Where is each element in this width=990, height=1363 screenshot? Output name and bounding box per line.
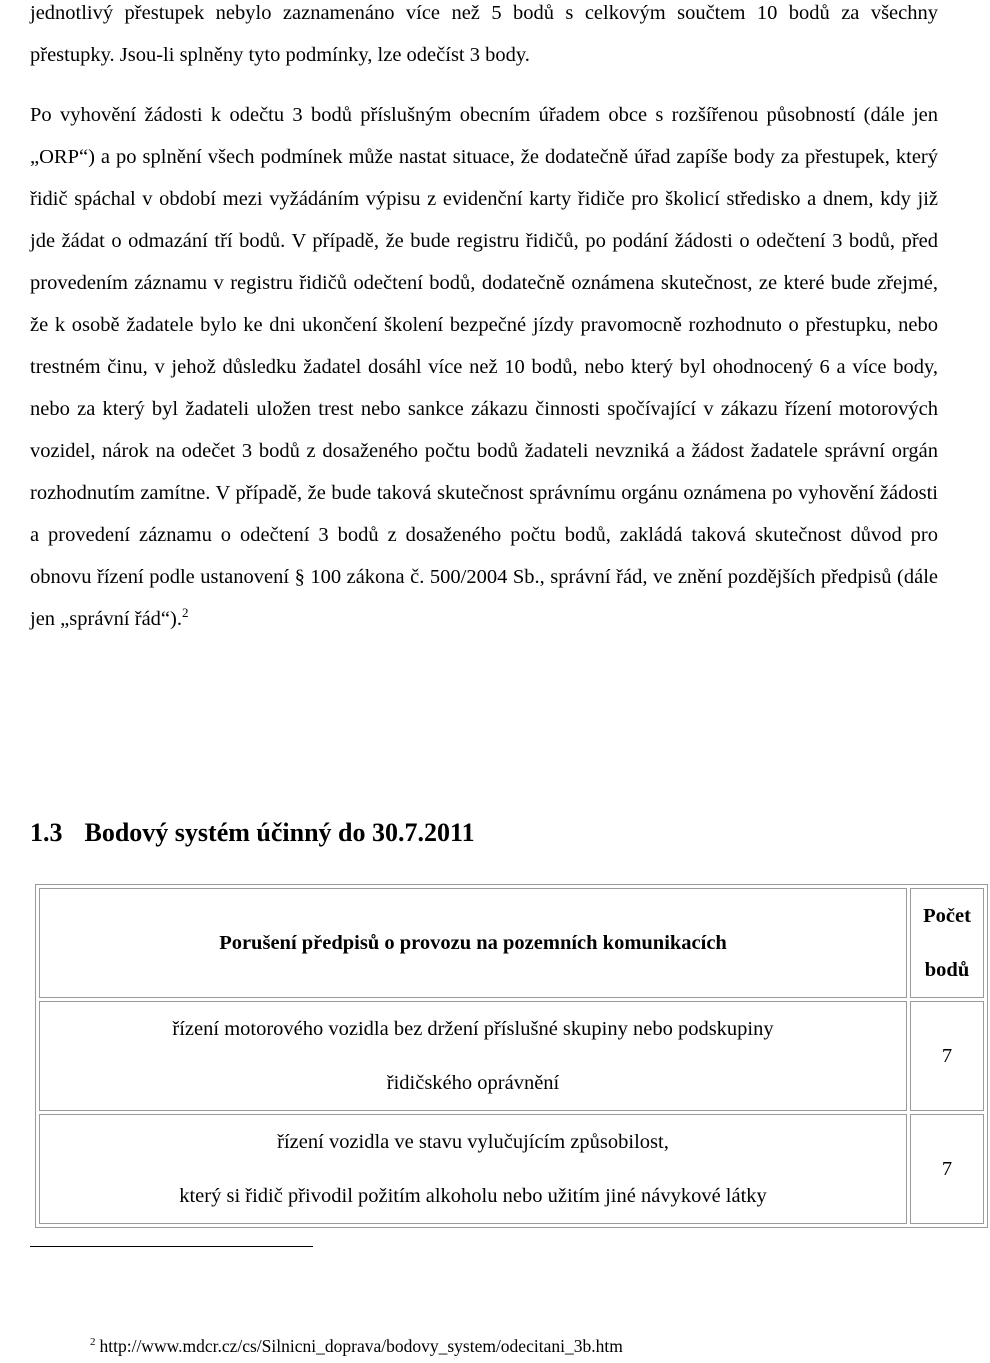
offense-line: řízení motorového vozidla bez držení příslušné skupiny nebo podskupiny xyxy=(172,1018,774,1040)
offense-description xyxy=(39,1114,907,1224)
points-table-wrapper xyxy=(35,884,990,1228)
paragraph-2-text: Po vyhovění žádosti k odečtu 3 bodů příslušným obecním úřadem obce s rozšířenou působností (dále jen „ORP“) a po splnění všech podmínek může nastat situace, že dodatečně úřad zapíše body za přestupek, který řidič spáchal v období mezi vyžádáním výpisu z evidenční karty řidiče pro školicí středisko a dnem, kdy již jde žádat o odmazání tří bodů. V případě, že bude registru řidičů, po podání žádosti o odečtení 3 bodů, před provedením záznamu v registru řidičů odečtení bodů, dodatečně oznámena skutečnost, ze které bude zřejmé, že k osobě žadatele bylo ke dni ukončení školení bezpečné jízdy pravomocně rozhodnuto o přestupku, nebo trestném činu, v jehož důsledku žadatel dosáhl více než 10 bodů, nebo který byl ohodnocený 6 a více body, nebo za který byl žadateli uložen trest nebo sankce zákazu činnosti spočívající v zákazu řízení motorových vozidel, nárok na odečet 3 bodů z dosaženého počtu bodů žadateli nevzniká a žádost žadatele správní orgán rozhodnutím zamítne. V případě, že bude taková skutečnost správnímu orgánu oznámena po vyhovění žádosti a provedení záznamu o odečtení 3 bodů z dosaženého počtu bodů, zakládá taková skutečnost důvod pro obnovu řízení podle ustanovení § 100 zákona č. 500/2004 Sb., správní řád, ve znění pozdějších předpisů (dále jen „správní řád“). xyxy=(30,104,938,630)
section-heading xyxy=(30,818,475,848)
offense-description xyxy=(39,1001,907,1111)
header-description: Porušení předpisů o provozu na pozemních komunikacích xyxy=(39,888,907,998)
offense-line: který si řidič přivodil požitím alkoholu nebo užitím jiné návykové látky xyxy=(179,1185,767,1207)
footnote-separator xyxy=(30,1246,313,1247)
footnote-link[interactable]: http://www.mdcr.cz/cs/Silnicni_doprava/bodovy_system/odecitani_3b.htm xyxy=(99,1336,623,1356)
footnote xyxy=(90,1336,623,1357)
offense-line: řízení vozidla ve stavu vylučujícím způsobilost, xyxy=(277,1131,669,1153)
section-number: 1.3 xyxy=(30,818,63,847)
table-row xyxy=(39,1114,984,1224)
offense-points: 7 xyxy=(910,1001,984,1111)
table-row xyxy=(39,1001,984,1111)
offense-line: řidičského oprávnění xyxy=(386,1072,560,1094)
paragraph-continued xyxy=(30,0,938,76)
footnote-reference[interactable]: 2 xyxy=(181,605,189,621)
points-table xyxy=(35,884,988,1228)
footnote-number: 2 xyxy=(90,1336,96,1349)
section-title: Bodový systém účinný do 30.7.2011 xyxy=(84,818,475,847)
paragraph-orp xyxy=(30,94,938,640)
offense-points: 7 xyxy=(910,1114,984,1224)
table-header-row xyxy=(39,888,984,998)
header-points: Počet bodů xyxy=(910,888,984,998)
paragraph-1-text: jednotlivý přestupek nebylo zaznamenáno více než 5 bodů s celkovým součtem 10 bodů za všechny přestupky. Jsou-li splněny tyto podmínky, lze odečíst 3 body. xyxy=(30,2,938,66)
